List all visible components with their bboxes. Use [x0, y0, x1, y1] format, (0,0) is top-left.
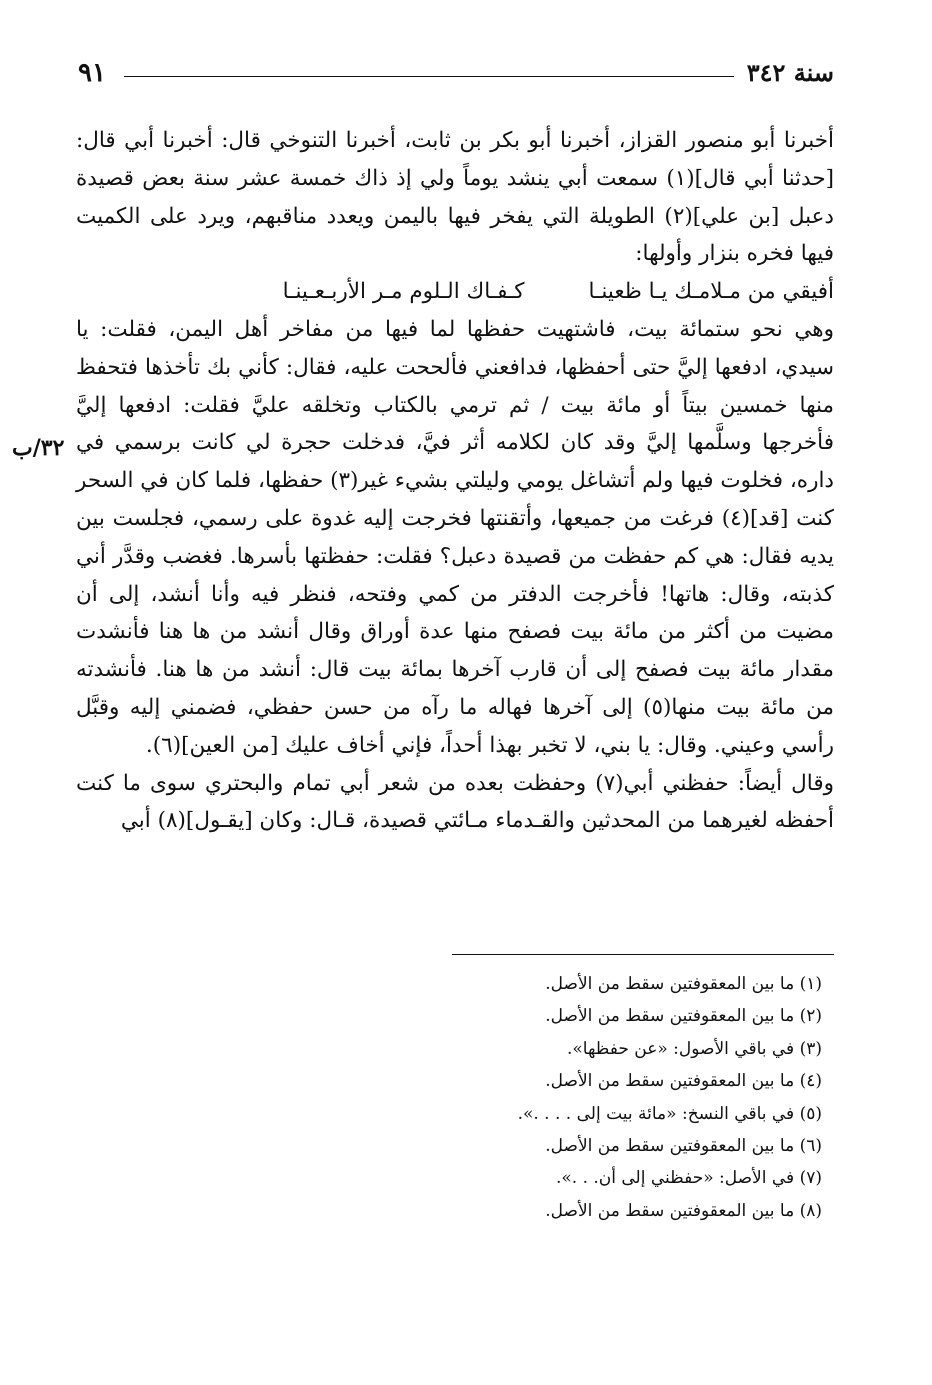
- footnote: (٨) ما بين المعقوفتين سقط من الأصل.: [545, 1200, 822, 1221]
- footnote: (٧) في الأصل: «حفظني إلى أن. . .».: [555, 1168, 822, 1189]
- paragraph-3: وقال أيضاً: حفظني أبي(٧) وحفظت بعده من شعر أبي تمام والبحتري سوى ما كنت أحفظه لغيرهما من المحدثين والقـدماء مـائتي قصيدة، قـال: وكان [يقـول](٨) أبي: [76, 770, 834, 834]
- footnote: (٣) في باقي الأصول: «عن حفظها».: [566, 1038, 822, 1059]
- poem-second-hemistich: كـفـاك الـلوم مـر الأربـعـينـا: [282, 279, 525, 305]
- running-header: [78, 58, 834, 94]
- footnote: (٦) ما بين المعقوفتين سقط من الأصل.: [545, 1136, 822, 1157]
- page-number: ٩١: [78, 58, 106, 88]
- paragraph-2: وهي نحو ستمائة بيت، فاشتهيت حفظها لما فيها من مفاخر أهل اليمن، فقلت: يا سيدي، ادفعها إليَّ حتى أحفظها، فدافعني فألححت عليه، فقال: كأني بك تأخذها فتحفظ منها خمسين بيتاً أو مائة بيت / ثم ترمي بالكتاب وتخلقه عليَّ فقلت: ادفعها إليَّ فأخرجها وسلَّمها إليَّ وقد كان لكلامه أثر فيَّ، فدخلت حجرة لي كانت برسمي في داره، فخلوت فيها ولم أتشاغل يومي وليلتي بشيء غير(٣) حفظها، فلما كان في السحر كنت [قد](٤) فرغت من جميعها، وأتقنتها فخرجت إليه غدوة على رسمي، فجلست بين يديه فقال: هي كم حفظت من قصيدة دعبل؟ فقلت: حفظتها بأسرها. فغضب وقدَّر أني كذبته، وقال: هاتها! فأخرجت الدفتر من كمي وفتحه، فنظر فيه وأنا أنشد، إلى أن مضيت من أكثر من مائة بيت فصفح منها عدة أوراق وقال أنشد من ها هنا فأنشدت مقدار مائة بيت فصفح إلى أن قارب آخرها بمائة بيت قال: أنشد من ها هنا. فأنشدته من مائة بيت منها(٥) إلى آخرها فهاله ما رآه من حسن حفظي، فضمني إليه وقبَّل رأسي وعيني. وقال: يا بني، لا تخبر بهذا أحداً، فإني أخاف عليك [من العين](٦).: [76, 316, 834, 758]
- footnotes: [222, 968, 822, 1227]
- main-text: [76, 122, 834, 840]
- manuscript-folio-marker: ٣٢/ب: [12, 435, 65, 461]
- poem-first-hemistich: أفيقي من مـلامـك يـا ظعينـا: [588, 279, 834, 305]
- poem-verse: [76, 273, 834, 311]
- footnote: (٤) ما بين المعقوفتين سقط من الأصل.: [545, 1071, 822, 1092]
- footnote: (١) ما بين المعقوفتين سقط من الأصل.: [545, 974, 822, 994]
- footnote: (٥) في باقي النسخ: «مائة بيت إلى . . . .».: [517, 1103, 822, 1124]
- running-title: سنة ٣٤٢: [746, 58, 834, 87]
- footnote-rule: [452, 954, 834, 955]
- header-rule: [124, 76, 734, 77]
- footnote: (٢) ما بين المعقوفتين سقط من الأصل.: [545, 1006, 822, 1027]
- paragraph-1: أخبرنا أبو منصور القزاز، أخبرنا أبو بكر بن ثابت، أخبرنا التنوخي قال: أخبرنا أبي قال: [حدثنا أبي قال](١) سمعت أبي ينشد يوماً ولي إذ ذاك خمسة عشر سنة بعض قصيدة دعبل [بن علي](٢) الطويلة التي يفخر فيها باليمن ويعدد مناقبهم، ويرد على الكميت فيها فخره بنزار وأولها:: [76, 128, 834, 267]
